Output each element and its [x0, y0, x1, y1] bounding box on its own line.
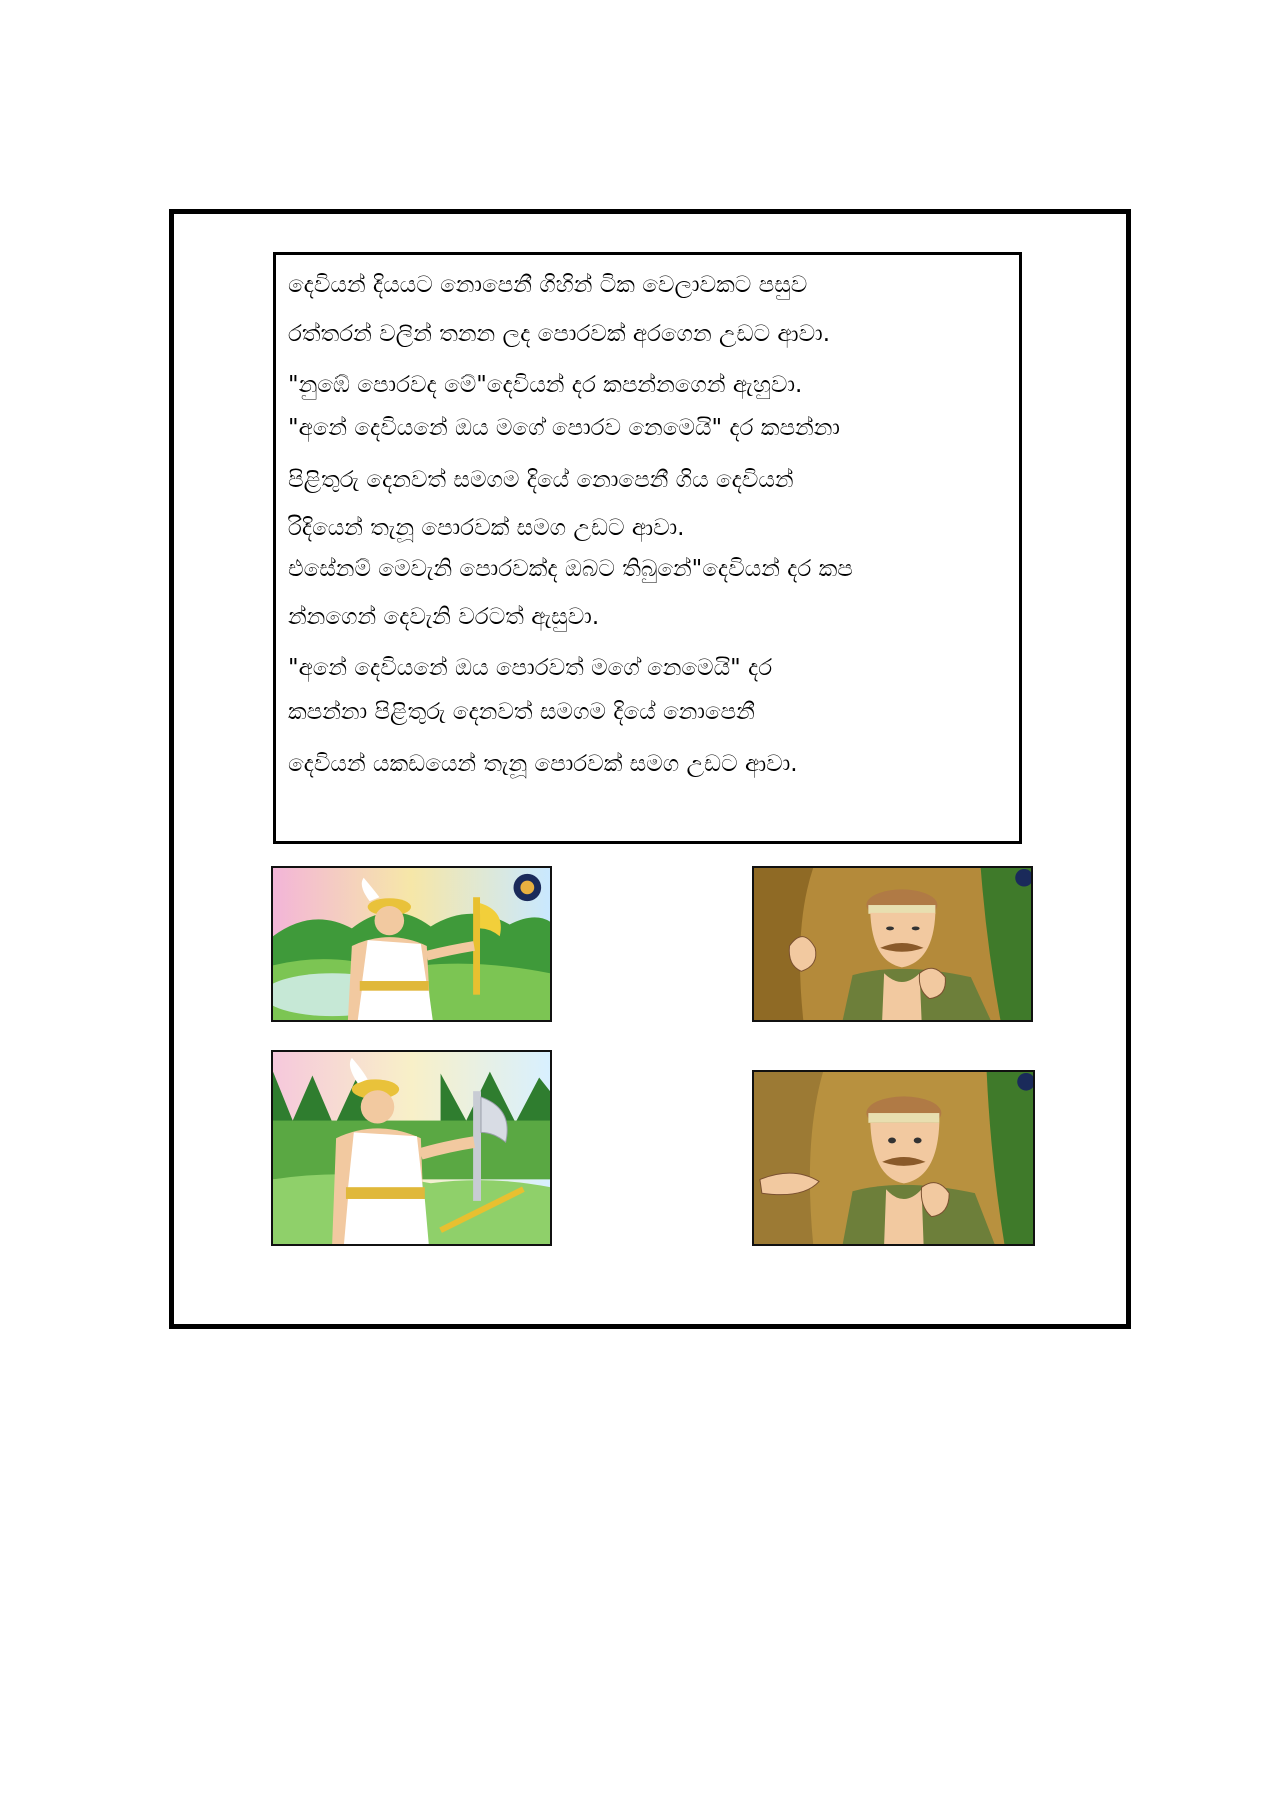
illustration-woodcutter-speaking: [752, 866, 1033, 1022]
illustration-woodcutter-explaining: [752, 1070, 1035, 1246]
story-line-7: එසේනම් මෙවැනි පොරවක්ද ඔබට තිබුනේ"දෙවියන් දර කප: [288, 556, 853, 582]
woodcutter-speaking-picture: [754, 868, 1031, 1020]
story-line-2: රත්තරන් වලින් තනන ලද පොරවක් අරගෙන උඩට ආවා.: [288, 321, 831, 347]
story-line-11: දෙවියන් යකඩයෙන් තැනූ පොරවක් සමග උඩට ආවා.: [288, 751, 798, 777]
story-text-box: [273, 252, 1022, 844]
story-line-8: න්නගෙන් දෙවැනි වරටත් ඇසුවා.: [288, 604, 600, 630]
story-line-4: "අනේ දෙවියනේ ඔය මගේ පොරව නෙමෙයි" දර කපන්නා: [288, 415, 840, 441]
story-line-3: "නුඹේ පොරවද මේ"දෙවියන් දර කපන්නගෙන් ඇහුවා.: [288, 372, 803, 398]
woodcutter-explaining-picture: [754, 1072, 1033, 1244]
story-line-10: කපන්නා පිළිතුරු දෙනවත් සමගම දියේ නොපෙනී: [288, 699, 755, 725]
story-line-5: පිළිතුරු දෙනවත් සමගම දියේ නොපෙනී ගිය දෙවියන්: [288, 467, 794, 493]
story-line-6: රිදියෙන් තැනූ පොරවක් සමග උඩට ආවා.: [288, 515, 685, 541]
story-line-9: "අනේ දෙවියනේ ඔය පොරවත් මගේ නෙමෙයි" දර: [288, 655, 773, 681]
story-line-1: දෙවියන් දියයට නොපෙනී ගිහින් ටික වෙලාවකට පසුව: [288, 272, 808, 298]
illustration-god-silver-axe: [271, 1050, 552, 1246]
god-golden-axe-picture: [273, 868, 550, 1020]
illustration-god-golden-axe: [271, 866, 552, 1022]
god-silver-axe-picture: [273, 1052, 550, 1244]
